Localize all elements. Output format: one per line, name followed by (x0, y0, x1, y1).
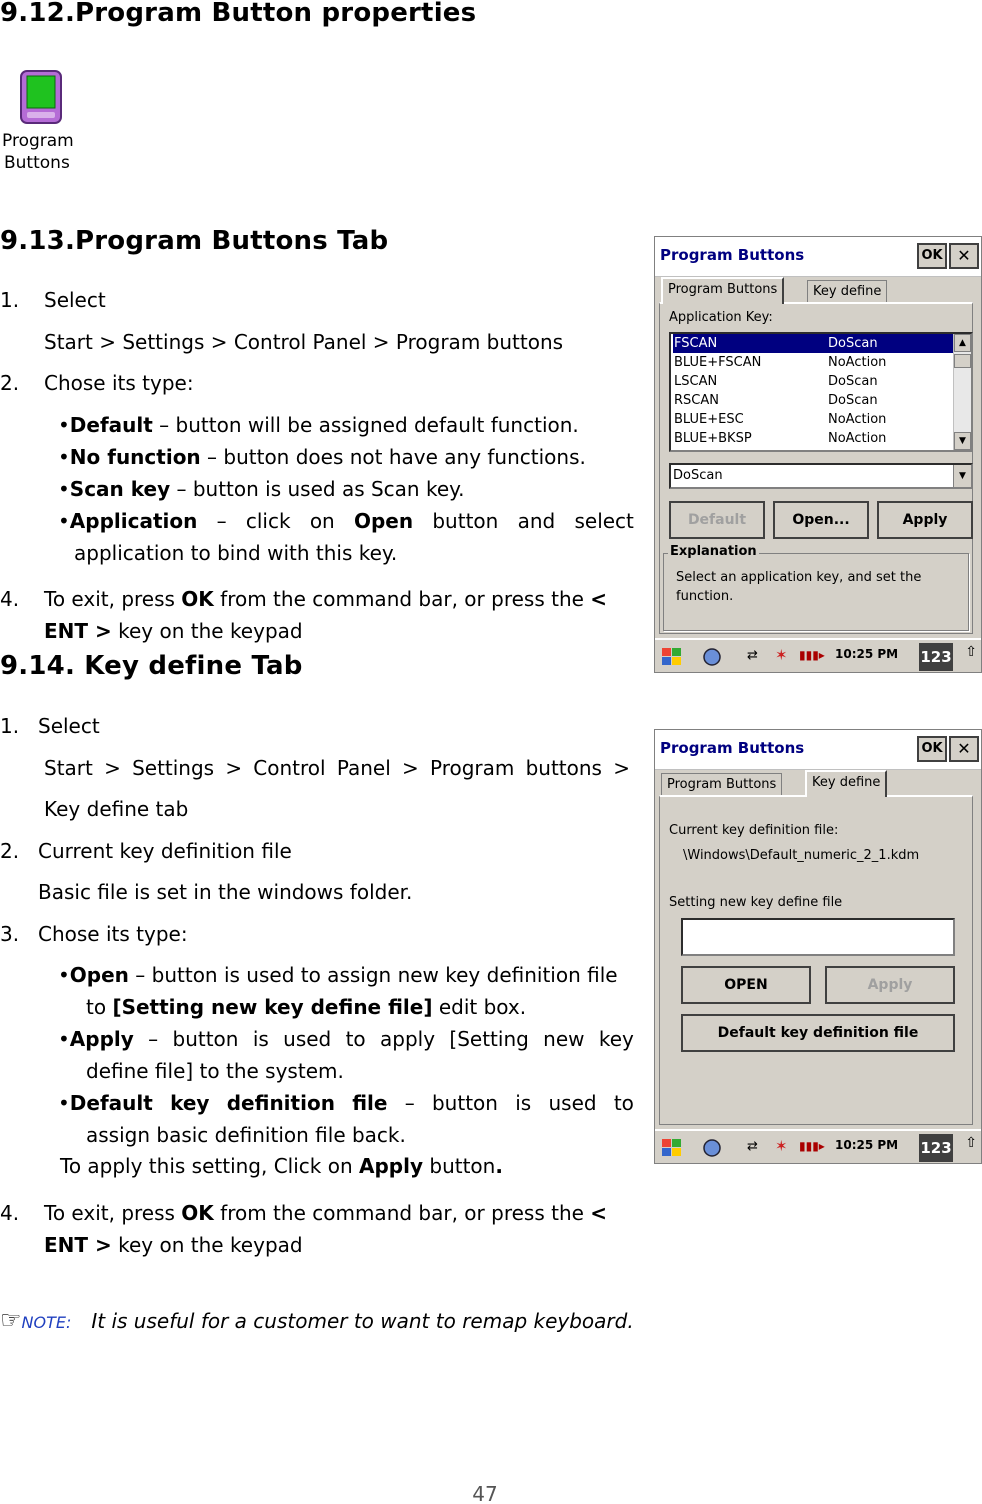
chevron-down-icon[interactable]: ▼ (953, 465, 971, 487)
page-number: 47 (472, 1482, 498, 1504)
bullet-apply-cont: define file] to the system. (86, 1059, 344, 1083)
sync-icon[interactable] (701, 1137, 723, 1159)
battery-icon[interactable]: ▮▮▮▸ (799, 648, 825, 662)
program-buttons-app-icon[interactable] (0, 66, 80, 176)
new-key-file-input[interactable] (681, 918, 955, 956)
application-key-label: Application Key: (669, 310, 773, 325)
connection-icon[interactable]: ⇄ (747, 648, 758, 663)
ok-button[interactable]: OK (917, 736, 947, 762)
step-label: Select (44, 288, 106, 312)
note-text: It is useful for a customer to want to remap keyboard. (91, 1309, 634, 1333)
bullet-scan-key: •Scan key – button is used as Scan key. (58, 477, 465, 501)
battery-icon[interactable]: ▮▮▮▸ (799, 1139, 825, 1153)
bullet-application: •Application – click on Open button and select (58, 509, 634, 533)
step-number: 4. (0, 1201, 20, 1225)
new-file-label: Setting new key define file (669, 895, 843, 910)
step-number: 2. (0, 839, 20, 863)
list-item[interactable]: BLUE+ESC NoAction (674, 412, 887, 427)
tab-key-define[interactable]: Key define (805, 770, 887, 797)
icon-label-line2: Buttons (4, 153, 70, 173)
ok-button[interactable]: OK (917, 243, 947, 269)
bullet-apply: •Apply – button is used to apply [Setting new key (58, 1027, 634, 1051)
window-title: Program Buttons (660, 246, 805, 264)
menu-path: Start > Settings > Control Panel > Program buttons (44, 330, 564, 354)
bullet-open-cont: to [Setting new key define file] edit box. (86, 995, 527, 1019)
explanation-text: Select an application key, and set the function. (676, 570, 922, 604)
tab-program-buttons[interactable]: Program Buttons (661, 277, 784, 304)
bullet-default-key-def: •Default key definition file – button is used to (58, 1091, 634, 1115)
bullet-open: •Open – button is used to assign new key definition file (58, 963, 618, 987)
sync-icon[interactable] (701, 646, 723, 668)
bullet-default-key-def-cont: assign basic definition file back. (86, 1123, 406, 1147)
step-number: 1. (0, 288, 20, 312)
program-buttons-screenshot (654, 236, 982, 673)
close-button[interactable]: ✕ (949, 736, 979, 762)
note-label: NOTE: (21, 1313, 72, 1332)
step-number: 1. (0, 714, 20, 738)
dropdown-value: DoScan (673, 468, 723, 483)
input-mode-button[interactable]: 123 (919, 1134, 953, 1162)
windows-start-icon[interactable] (659, 1137, 685, 1159)
pda-icon (20, 70, 62, 124)
menu-path-cont: Key define tab (44, 797, 189, 821)
sip-toggle-icon[interactable]: ⇧ (965, 1135, 977, 1151)
step-label: Select (38, 714, 100, 738)
action-dropdown[interactable] (669, 463, 973, 489)
sip-toggle-icon[interactable]: ⇧ (965, 644, 977, 660)
clock[interactable]: 10:25 PM (835, 647, 899, 661)
open-button[interactable]: Open... (773, 501, 869, 539)
menu-path: Start > Settings > Control Panel > Program buttons > (44, 756, 630, 780)
scroll-up-icon[interactable]: ▲ (954, 334, 971, 352)
step-label: Chose its type: (38, 922, 188, 946)
window-title: Program Buttons (660, 739, 805, 757)
scroll-thumb[interactable] (954, 354, 971, 368)
explanation-label: Explanation (670, 544, 757, 559)
apply-button[interactable]: Apply (877, 501, 973, 539)
close-button[interactable]: ✕ (949, 243, 979, 269)
open-button[interactable]: OPEN (681, 966, 811, 1004)
connection-icon[interactable]: ⇄ (747, 1139, 758, 1154)
application-key-list[interactable] (669, 332, 973, 452)
current-file-path: \Windows\Default_numeric_2_1.kdm (683, 848, 920, 863)
scroll-down-icon[interactable]: ▼ (954, 432, 971, 450)
default-button[interactable]: Default (669, 501, 765, 539)
section-title-9-14: 9.14. Key define Tab (0, 651, 303, 681)
apply-note: To apply this setting, Click on Apply button. (60, 1154, 503, 1178)
current-file-label: Current key definition file: (669, 823, 839, 838)
clock[interactable]: 10:25 PM (835, 1138, 899, 1152)
tab-program-buttons[interactable]: Program Buttons (661, 773, 782, 797)
exit-instruction-cont: ENT > key on the keypad (44, 619, 303, 643)
list-item[interactable]: BLUE+BKSP NoAction (674, 431, 887, 446)
step-number: 2. (0, 371, 20, 395)
step-note: Basic file is set in the windows folder. (38, 880, 413, 904)
list-item[interactable]: RSCAN DoScan (674, 393, 878, 408)
default-key-definition-button[interactable]: Default key definition file (681, 1014, 955, 1052)
explanation-group (663, 544, 969, 631)
key-define-screenshot (654, 729, 982, 1164)
list-item[interactable]: FSCAN DoScan (673, 334, 955, 353)
power-icon[interactable]: ✶ (775, 1137, 788, 1155)
step-label: Chose its type: (44, 371, 194, 395)
exit-instruction-cont: ENT > key on the keypad (44, 1233, 303, 1257)
note (0, 1306, 634, 1334)
step-label: Current key definition file (38, 839, 292, 863)
vertical-scrollbar[interactable] (953, 334, 971, 450)
tab-key-define[interactable]: Key define (807, 280, 887, 304)
section-title-9-12: 9.12.Program Button properties (0, 0, 477, 28)
input-mode-button[interactable]: 123 (919, 643, 953, 671)
list-item[interactable]: BLUE+FSCAN NoAction (674, 355, 887, 370)
bullet-no-function: •No function – button does not have any functions. (58, 445, 586, 469)
list-item[interactable]: LSCAN DoScan (674, 374, 878, 389)
taskbar (655, 638, 981, 672)
bullet-default: •Default – button will be assigned default function. (58, 413, 579, 437)
pointing-hand-icon: ☞ (0, 1306, 22, 1334)
step-number: 3. (0, 922, 20, 946)
section-title-9-13: 9.13.Program Buttons Tab (0, 226, 389, 256)
power-icon[interactable]: ✶ (775, 646, 788, 664)
windows-start-icon[interactable] (659, 646, 685, 668)
title-bar (655, 237, 981, 277)
exit-instruction: To exit, press OK from the command bar, or press the < (44, 1201, 608, 1225)
step-number: 4. (0, 587, 20, 611)
bullet-application-cont: application to bind with this key. (74, 541, 398, 565)
exit-instruction: To exit, press OK from the command bar, or press the < (44, 587, 608, 611)
icon-label-line1: Program (2, 131, 74, 151)
title-bar (655, 730, 981, 770)
taskbar (655, 1129, 981, 1163)
apply-button[interactable]: Apply (825, 966, 955, 1004)
